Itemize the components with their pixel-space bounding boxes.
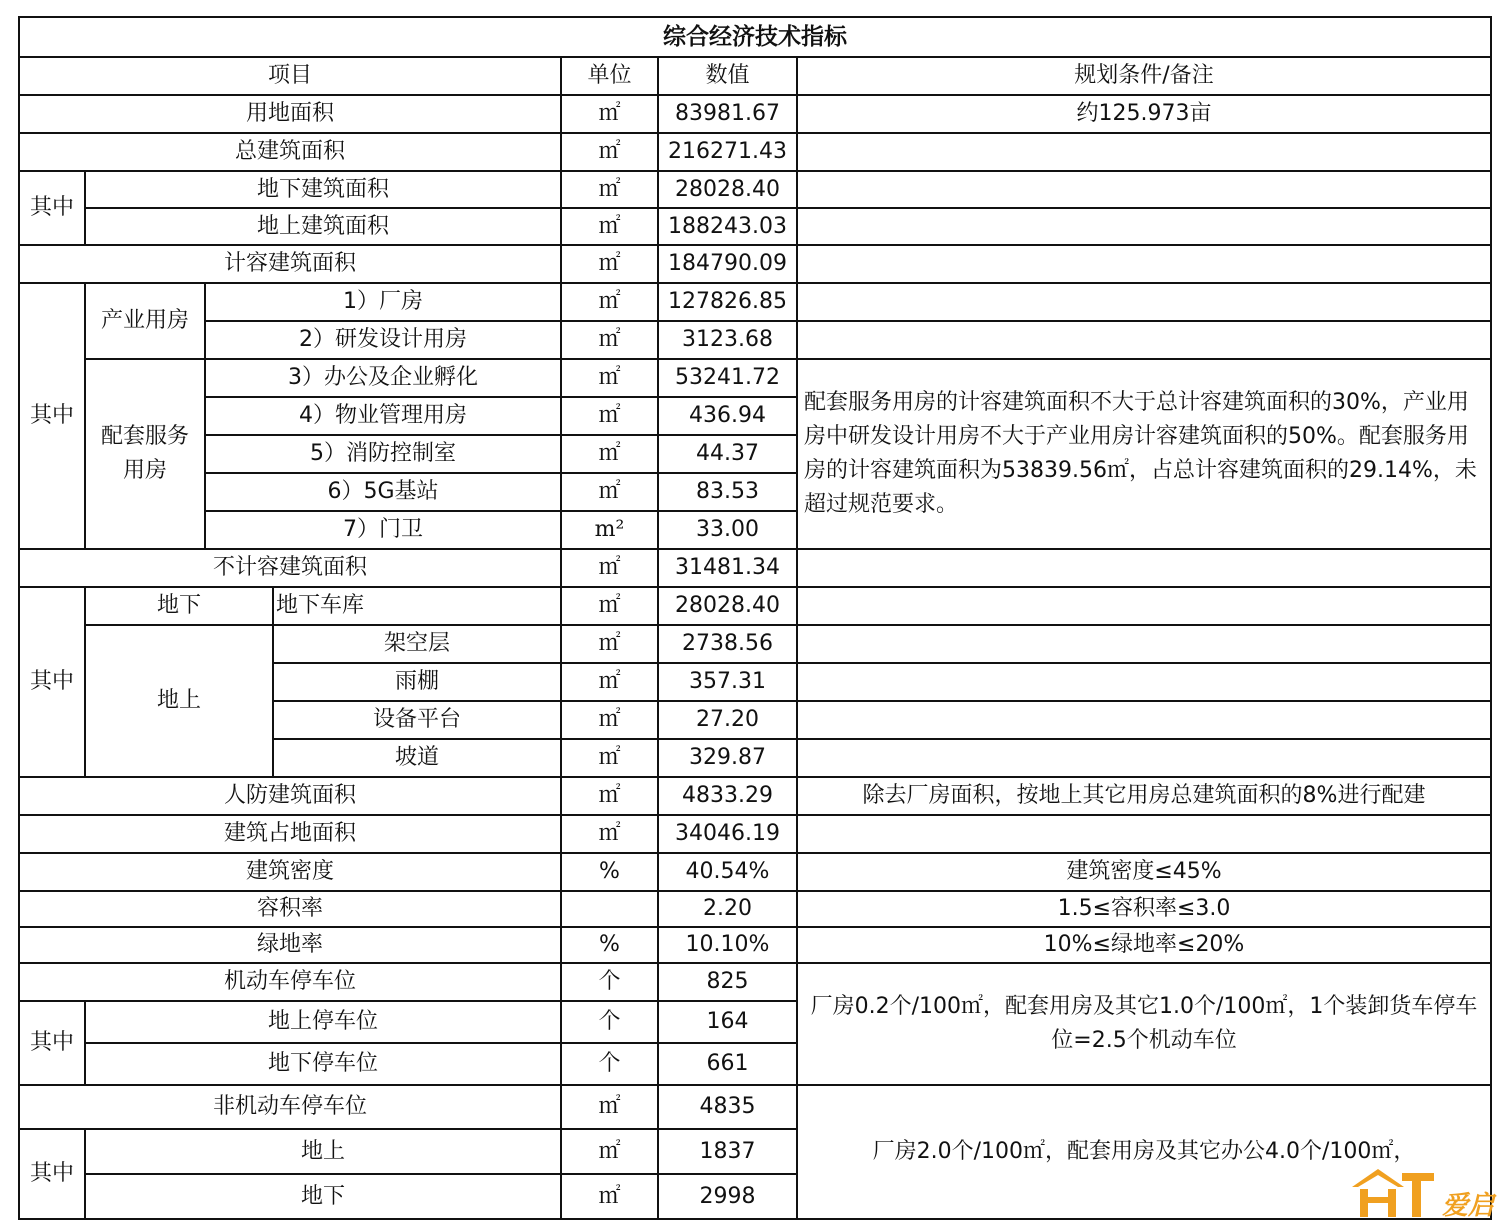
row-name: 不计容建筑面积 [19, 549, 561, 587]
row-value: 27.20 [658, 701, 797, 739]
table-row [19, 777, 1491, 815]
row-value: 216271.43 [658, 133, 797, 171]
watermark [1348, 1163, 1494, 1221]
row-name: 地下停车位 [85, 1043, 561, 1085]
group-label-aboveground: 地上 [85, 625, 273, 777]
header-value: 数值 [658, 57, 797, 95]
row-value: 28028.40 [658, 171, 797, 208]
row-unit: ㎡ [561, 777, 658, 815]
row-unit: ㎡ [561, 815, 658, 853]
row-note [797, 739, 1491, 777]
row-name: 计容建筑面积 [19, 245, 561, 283]
row-value: 83981.67 [658, 95, 797, 133]
row-unit: ㎡ [561, 95, 658, 133]
row-name: 非机动车停车位 [19, 1085, 561, 1129]
row-unit: ㎡ [561, 208, 658, 245]
table-row [19, 283, 1491, 321]
row-name: 总建筑面积 [19, 133, 561, 171]
row-unit: ㎡ [561, 1129, 658, 1174]
table-row [19, 321, 1491, 359]
row-value: 329.87 [658, 739, 797, 777]
row-name: 7）门卫 [205, 511, 561, 549]
bike-note: 厂房2.0个/100㎡，配套用房及其它办公4.0个/100㎡， [797, 1085, 1491, 1219]
row-value: 31481.34 [658, 549, 797, 587]
group-label-qizhong: 其中 [19, 171, 85, 245]
row-name: 3）办公及企业孵化 [205, 359, 561, 397]
row-value: 127826.85 [658, 283, 797, 321]
house-logo-icon [1348, 1163, 1438, 1221]
row-name: 4）物业管理用房 [205, 397, 561, 435]
row-note [797, 208, 1491, 245]
row-note: 建筑密度≤45% [797, 853, 1491, 891]
row-name: 地下建筑面积 [85, 171, 561, 208]
row-unit: ㎡ [561, 397, 658, 435]
row-note [797, 663, 1491, 701]
row-unit: m² [561, 511, 658, 549]
row-unit: ㎡ [561, 663, 658, 701]
row-note: 除去厂房面积，按地上其它用房总建筑面积的8%进行配建 [797, 777, 1491, 815]
row-note [797, 549, 1491, 587]
parking-note: 厂房0.2个/100㎡，配套用房及其它1.0个/100㎡，1个装卸货车停车位=2.5个机动车位 [797, 963, 1491, 1085]
row-note: 1.5≤容积率≤3.0 [797, 891, 1491, 927]
row-value: 4833.29 [658, 777, 797, 815]
row-name: 2）研发设计用房 [205, 321, 561, 359]
row-name: 地上建筑面积 [85, 208, 561, 245]
group-label-industrial: 产业用房 [85, 283, 205, 359]
row-value: 1837 [658, 1129, 797, 1174]
row-unit: ㎡ [561, 435, 658, 473]
row-name: 地上停车位 [85, 1001, 561, 1043]
table-row [19, 208, 1491, 245]
row-name: 地下 [85, 1174, 561, 1219]
row-note [797, 321, 1491, 359]
row-value: 53241.72 [658, 359, 797, 397]
table-row [19, 815, 1491, 853]
row-unit: ㎡ [561, 625, 658, 663]
row-name: 坡道 [273, 739, 561, 777]
row-unit: ㎡ [561, 283, 658, 321]
row-unit: ㎡ [561, 245, 658, 283]
row-note [797, 245, 1491, 283]
row-value: 83.53 [658, 473, 797, 511]
row-note [797, 171, 1491, 208]
row-note: 约125.973亩 [797, 95, 1491, 133]
row-value: 44.37 [658, 435, 797, 473]
group-label-underground: 地下 [85, 587, 273, 625]
row-unit: 个 [561, 1043, 658, 1085]
row-value: 2738.56 [658, 625, 797, 663]
row-name: 绿地率 [19, 927, 561, 963]
row-unit: ㎡ [561, 701, 658, 739]
row-name: 架空层 [273, 625, 561, 663]
row-unit: ㎡ [561, 1085, 658, 1129]
table-row [19, 927, 1491, 963]
row-value: 33.00 [658, 511, 797, 549]
header-unit: 单位 [561, 57, 658, 95]
table-row [19, 625, 1491, 663]
group-label-qizhong: 其中 [19, 1001, 85, 1085]
table-row [19, 359, 1491, 397]
row-unit: % [561, 853, 658, 891]
row-value: 184790.09 [658, 245, 797, 283]
row-unit: ㎡ [561, 321, 658, 359]
row-value: 436.94 [658, 397, 797, 435]
row-unit [561, 891, 658, 927]
group-label-qizhong: 其中 [19, 1129, 85, 1219]
table-row [19, 963, 1491, 1001]
row-unit: % [561, 927, 658, 963]
row-name: 机动车停车位 [19, 963, 561, 1001]
table-row [19, 853, 1491, 891]
row-value: 4835 [658, 1085, 797, 1129]
row-note [797, 701, 1491, 739]
row-name: 容积率 [19, 891, 561, 927]
row-value: 2.20 [658, 891, 797, 927]
row-unit: ㎡ [561, 171, 658, 208]
row-value: 40.54% [658, 853, 797, 891]
table-title: 综合经济技术指标 [19, 17, 1491, 57]
row-name: 地下车库 [273, 587, 561, 625]
row-unit: ㎡ [561, 473, 658, 511]
row-unit: ㎡ [561, 739, 658, 777]
row-unit: ㎡ [561, 1174, 658, 1219]
row-value: 825 [658, 963, 797, 1001]
table-row [19, 133, 1491, 171]
table-row [19, 549, 1491, 587]
row-note [797, 283, 1491, 321]
row-value: 3123.68 [658, 321, 797, 359]
table-row [19, 95, 1491, 133]
row-value: 164 [658, 1001, 797, 1043]
row-unit: 个 [561, 1001, 658, 1043]
row-value: 188243.03 [658, 208, 797, 245]
row-name: 建筑占地面积 [19, 815, 561, 853]
row-name: 6）5G基站 [205, 473, 561, 511]
header-item: 项目 [19, 57, 561, 95]
row-value: 10.10% [658, 927, 797, 963]
table-row [19, 245, 1491, 283]
header-note: 规划条件/备注 [797, 57, 1491, 95]
row-name: 1）厂房 [205, 283, 561, 321]
row-name: 用地面积 [19, 95, 561, 133]
watermark-text: 爱启 [1441, 1191, 1494, 1221]
row-value: 28028.40 [658, 587, 797, 625]
row-unit: 个 [561, 963, 658, 1001]
row-note [797, 133, 1491, 171]
economic-indicator-table [18, 16, 1492, 1220]
row-unit: ㎡ [561, 359, 658, 397]
row-note [797, 815, 1491, 853]
row-name: 建筑密度 [19, 853, 561, 891]
group-label-support: 配套服务用房 [85, 359, 205, 549]
table-row [19, 587, 1491, 625]
group-label-qizhong: 其中 [19, 283, 85, 549]
group-label-qizhong: 其中 [19, 587, 85, 777]
row-value: 34046.19 [658, 815, 797, 853]
row-value: 357.31 [658, 663, 797, 701]
row-name: 人防建筑面积 [19, 777, 561, 815]
table-row [19, 891, 1491, 927]
row-name: 5）消防控制室 [205, 435, 561, 473]
row-name: 雨棚 [273, 663, 561, 701]
row-unit: ㎡ [561, 133, 658, 171]
row-note [797, 625, 1491, 663]
row-note: 10%≤绿地率≤20% [797, 927, 1491, 963]
row-value: 2998 [658, 1174, 797, 1219]
row-note [797, 587, 1491, 625]
row-name: 地上 [85, 1129, 561, 1174]
row-unit: ㎡ [561, 549, 658, 587]
table-row [19, 1085, 1491, 1129]
support-note: 配套服务用房的计容建筑面积不大于总计容建筑面积的30%，产业用房中研发设计用房不大于产业用房计容建筑面积的50%。配套服务用房的计容建筑面积为53839.56㎡，占总计容建筑面积的29.14%，未超过规范要求。 [797, 359, 1491, 549]
row-name: 设备平台 [273, 701, 561, 739]
row-value: 661 [658, 1043, 797, 1085]
row-unit: ㎡ [561, 587, 658, 625]
table-row [19, 171, 1491, 208]
